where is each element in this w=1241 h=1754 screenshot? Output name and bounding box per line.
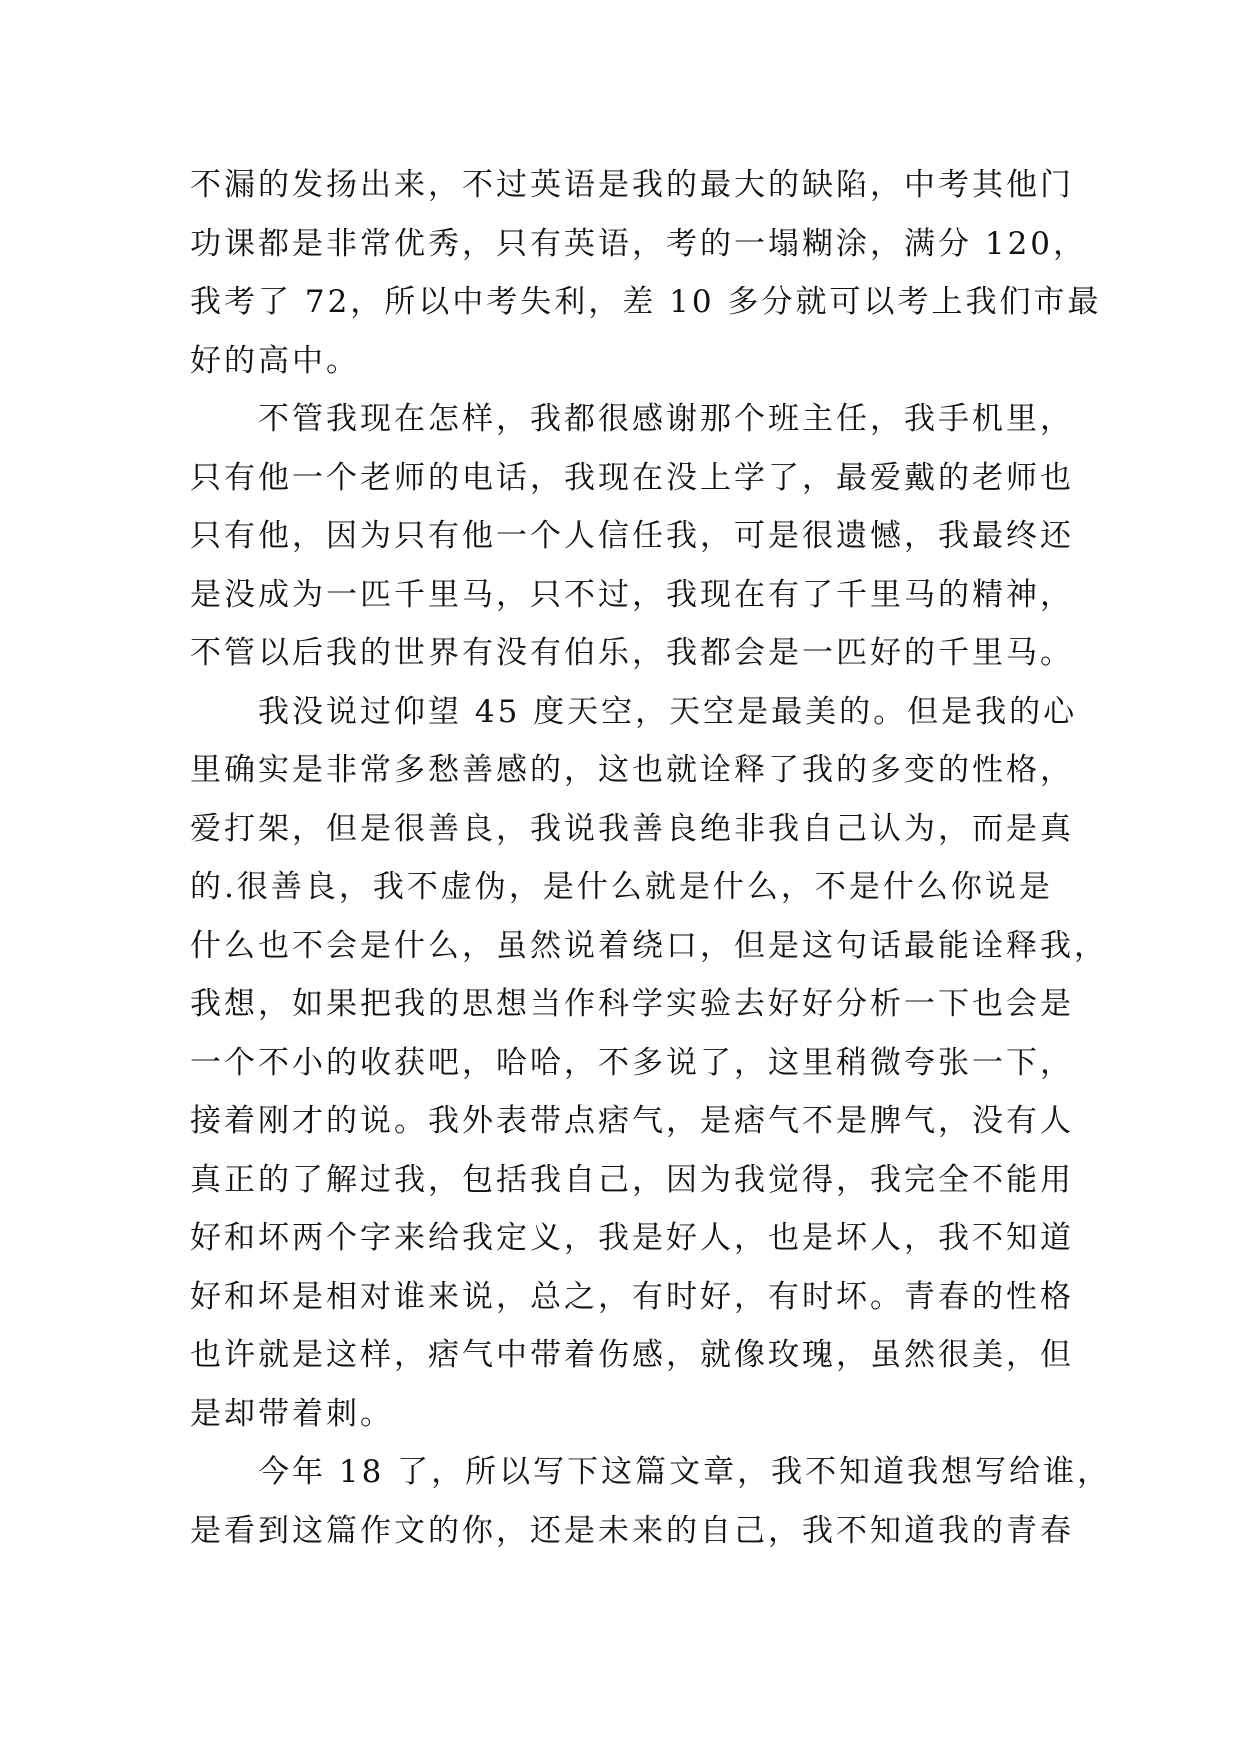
text-line: 只有他一个老师的电话，我现在没上学了，最爱戴的老师也	[190, 459, 1074, 496]
text-line: 真正的了解过我，包括我自己，因为我觉得，我完全不能用	[190, 1161, 1074, 1198]
text-line: 的.很善良，我不虚伪，是什么就是什么，不是什么你说是	[190, 869, 1053, 905]
text-line: 功课都是非常优秀，只有英语，考的一塌糊涂，满分 120，	[190, 225, 1088, 262]
text-line: 好和坏是相对谁来说，总之，有时好，有时坏。青春的性格	[190, 1278, 1074, 1315]
text-line: 里确实是非常多愁善感的，这也就诠释了我的多变的性格，	[190, 752, 1074, 788]
text-line: 接着刚才的说。我外表带点痞气，是痞气不是脾气，没有人	[190, 1103, 1074, 1139]
text-line: 好的高中。	[190, 342, 360, 379]
text-line: 我想，如果把我的思想当作科学实验去好好分析一下也会是	[190, 986, 1074, 1022]
text-line: 我考了 72，所以中考失利，差 10 多分就可以考上我们市最	[190, 284, 1102, 320]
text-line: 什么也不会是什么，虽然说着绕口，但是这句话最能诠释我，	[190, 927, 1108, 964]
text-line: 是没成为一匹千里马，只不过，我现在有了千里马的精神，	[190, 576, 1074, 613]
text-line: 不管以后我的世界有没有伯乐，我都会是一匹好的千里马。	[190, 635, 1074, 671]
text-line: 也许就是这样，痞气中带着伤感，就像玫瑰，虽然很美，但	[190, 1337, 1074, 1373]
text-line: 是看到这篇作文的你，还是未来的自己，我不知道我的青春	[190, 1512, 1074, 1549]
text-line: 只有他，因为只有他一个人信任我，可是很遗憾，我最终还	[190, 518, 1074, 554]
text-line: 爱打架，但是很善良，我说我善良绝非我自己认为，而是真	[190, 810, 1074, 847]
body-text	[190, 156, 1112, 1560]
text-line: 不漏的发扬出来，不过英语是我的最大的缺陷，中考其他门	[190, 167, 1074, 203]
paragraph-first-line: 我没说过仰望 45 度天空，天空是最美的。但是我的心	[258, 693, 1078, 730]
paragraph-first-line: 今年 18 了，所以写下这篇文章，我不知道我想写给谁，	[258, 1454, 1112, 1490]
text-line: 是却带着刺。	[190, 1395, 394, 1432]
text-line: 好和坏两个字来给我定义，我是好人，也是坏人，我不知道	[190, 1220, 1074, 1256]
text-line: 一个不小的收获吧，哈哈，不多说了，这里稍微夸张一下，	[190, 1044, 1074, 1081]
paragraph-first-line: 不管我现在怎样，我都很感谢那个班主任，我手机里，	[258, 401, 1074, 437]
